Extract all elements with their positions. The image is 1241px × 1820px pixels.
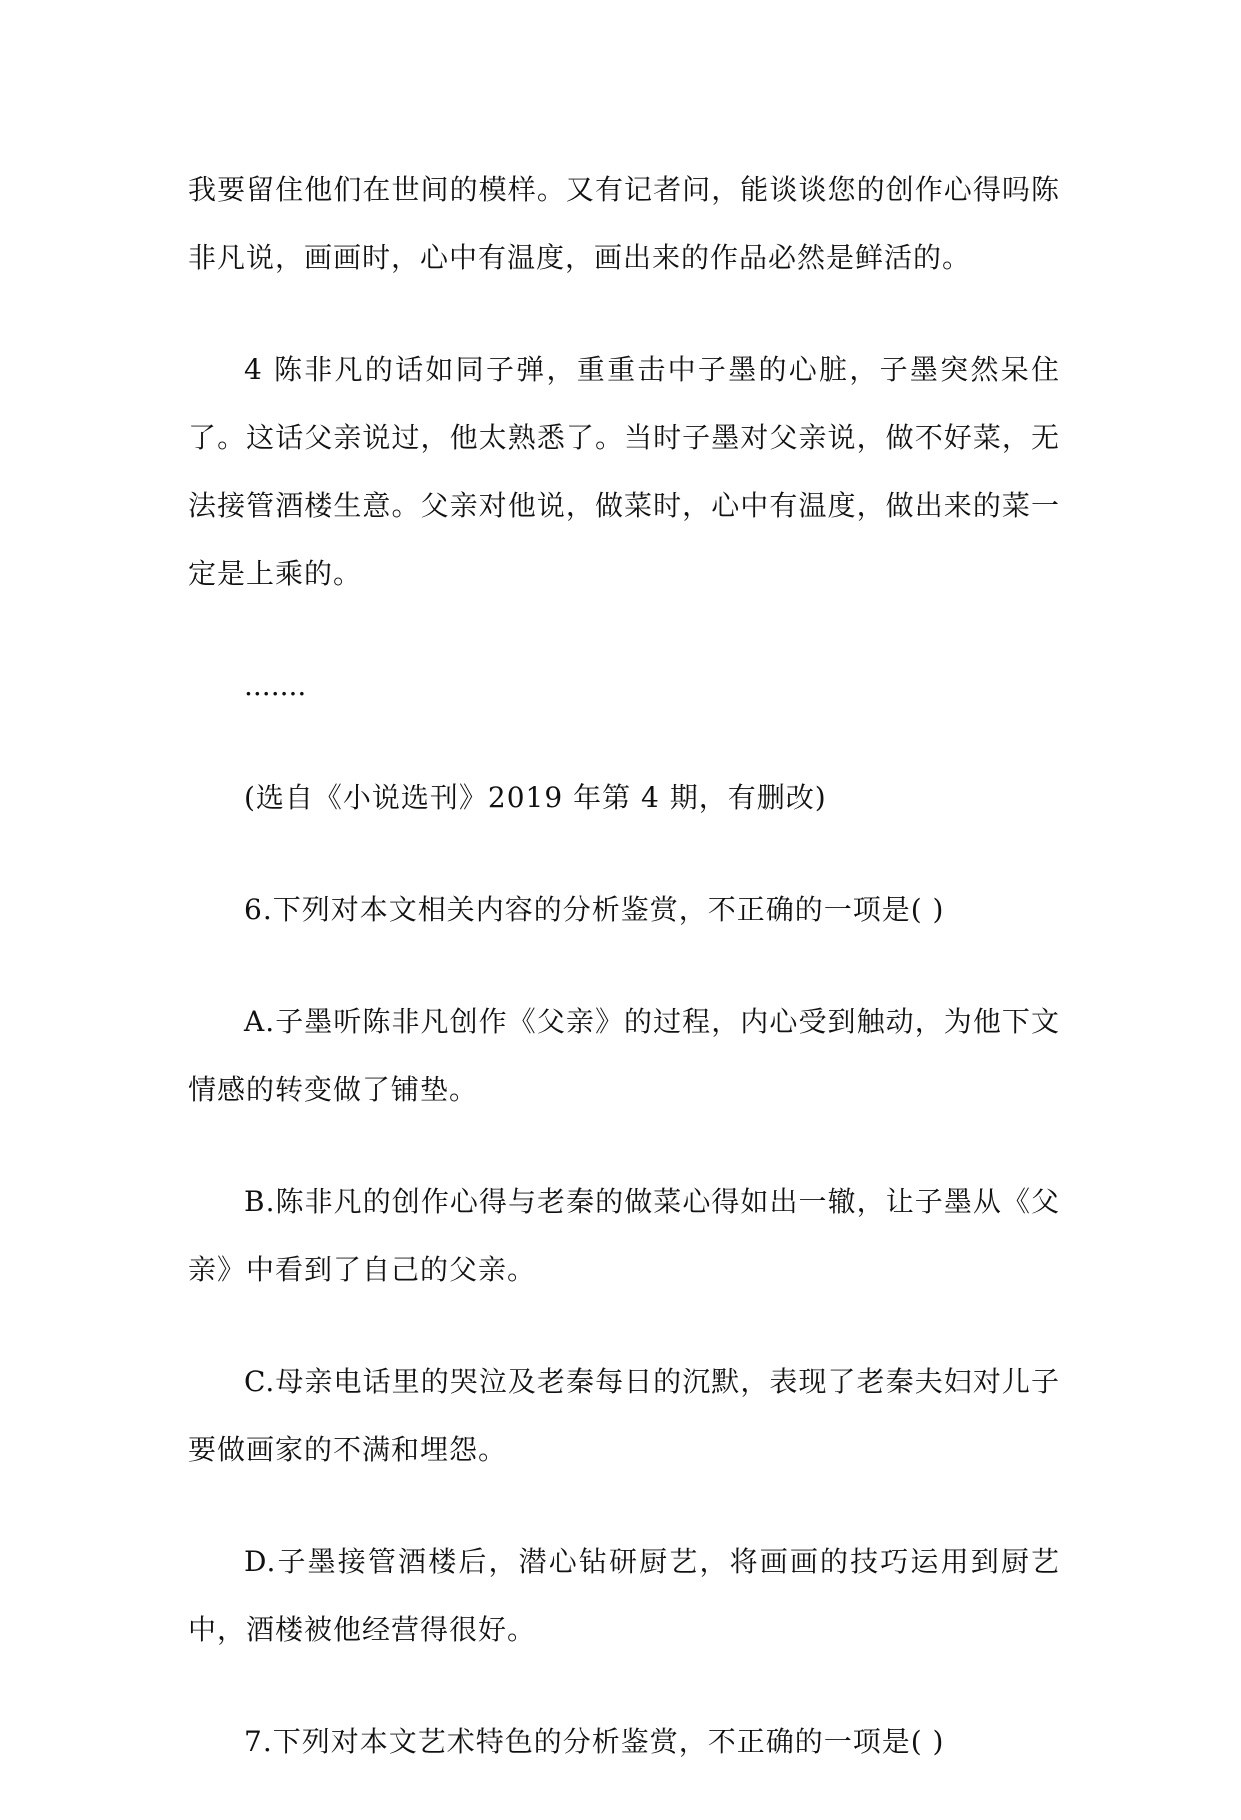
source-citation: (选自《小说选刊》2019 年第 4 期，有删改) [244,781,827,814]
paragraph-interview: 我要留住他们在世间的模样。又有记者问，能谈谈您的创作心得吗陈非凡说，画画时，心中有温度，画出来的作品必然是鲜活的。 [188,173,1060,274]
ellipsis: ....... [244,669,307,702]
question-6: 6.下列对本文相关内容的分析鉴赏，不正确的一项是( ) [244,893,945,926]
question-7: 7.下列对本文艺术特色的分析鉴赏，不正确的一项是( ) [244,1725,945,1758]
paragraph-bullet-words: 4 陈非凡的话如同子弹，重重击中子墨的心脏，子墨突然呆住了。这话父亲说过，他太熟悉了。当时子墨对父亲说，做不好菜，无法接管酒楼生意。父亲对他说，做菜时，心中有温度，做出来的菜一定是上乘的。 [188,353,1060,590]
question-6-option-c: C.母亲电话里的哭泣及老秦每日的沉默，表现了老秦夫妇对儿子要做画家的不满和埋怨。 [188,1365,1060,1466]
question-6-option-a: A.子墨听陈非凡创作《父亲》的过程，内心受到触动，为他下文情感的转变做了铺垫。 [188,1005,1060,1106]
question-6-option-b: B.陈非凡的创作心得与老秦的做菜心得如出一辙，让子墨从《父亲》中看到了自己的父亲。 [188,1185,1060,1286]
question-6-option-d: D.子墨接管酒楼后，潜心钻研厨艺，将画画的技巧运用到厨艺中，酒楼被他经营得很好。 [188,1545,1060,1646]
document-body [188,156,1060,1820]
